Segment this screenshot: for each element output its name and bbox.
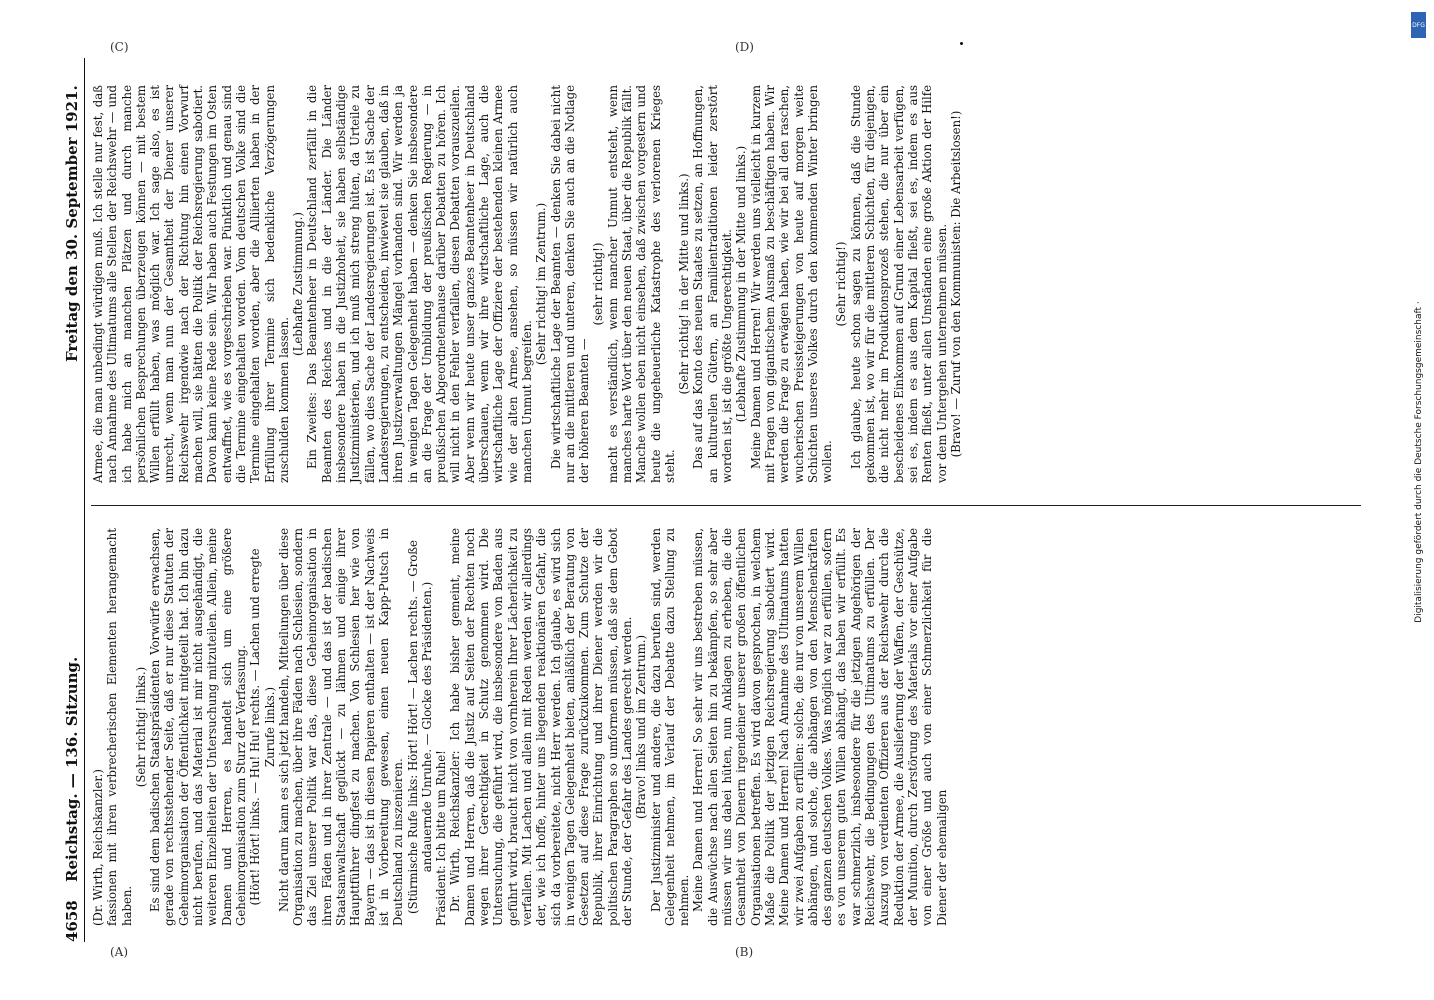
paragraph: Ich glaube, heute schon sagen zu können, daß die Stunde gekommen ist, wo wir für die mittleren Schichten, für diejenigen, die nicht mehr im Produktionsprozeß stehen, die nur über ein bescheidenes Einkommen auf Grund einer Lebensarbeit verfügen, sei es, indem es aus dem Kapital fließt, sei es, indem es aus Renten fließt, unter allen Umständen eine große Aktion der Hilfe vor dem Untergehen unternehmen müssen. — [848, 85, 949, 483]
interjection: (Sehr richtig! in der Mitte und links.) — [677, 173, 692, 395]
margin-mark-c: (C) — [110, 40, 129, 54]
document-page — [57, 40, 1377, 960]
right-column — [91, 69, 1361, 499]
interjection: (Sehr richtig!) — [834, 241, 849, 327]
paragraph: (Dr. Wirth, Reichskanzler.) — [91, 769, 105, 926]
margin-mark-d: (D) — [735, 40, 754, 54]
left-column — [91, 512, 1361, 942]
page-header — [63, 58, 85, 942]
scan-speck — [960, 42, 963, 45]
dfg-badge: DFG — [1411, 12, 1426, 38]
paragraph: Armee, die man unbedingt würdigen muß. Ich stelle nur fest, daß nach Annahme des Ultimatums alle Stellen der Reichswehr — und ich habe mich an manchen Plätzen und durch manche persönlichen Besprechungen überzeugen können — mit bestem Willen erfüllt haben, was möglich war. Ich sage also, es ist unrecht, wenn man nun der Gesamtheit der Diener unserer Reichswehr irgendwie nach der Richtung hin einen Vorwurf machen will, sie hätten die Politik der Reichsregierung sabotiert. Davon kann keine Rede sein. Wir haben auch Festungen im Osten entwaffnet, wie es vorgeschrieben war. Pünktlich und genau sind die Termine eingehalten worden. Vom deutschen Volke sind die Termine eingehalten worden, aber die Alliierten haben in der Erfüllung ihrer Termine sich bedenkliche Verzögerungen zuschulden kommen lassen. — [91, 85, 291, 483]
paragraph: Das auf das Konto des neuen Staates zu setzen, an Hoffnungen, an kulturellen Gütern, an Familientraditionen leider zerstört worden ist, ist die größte Ungerechtigkeit. — [691, 85, 735, 483]
margin-mark-b: (B) — [735, 945, 754, 959]
interjection: (Lebhafte Zustimmung.) — [291, 212, 306, 356]
paragraph: macht es verständlich, wenn mancher Unmut entsteht, wenn manches harte Wort über den neuen Staat, über die Republik fällt. Manche wollen eben nicht einsehen, daß zwischen vorgestern und heute die ungeheuerliche Katastrophe des verlorenen Krieges steht. — [605, 85, 677, 483]
paragraph: Meine Damen und Herren! So sehr wir uns bestreben müssen, die Auswüchse nach allen Seiten hin zu bekämpfen, so sehr aber müssen wir uns dabei hüten, nun Anklagen zu erheben, die die Gesamtheit von Dienern irgendeiner unserer großen öffentlichen Organisationen betreffen. Es wird davon gesprochen, in welchem Maße die Politik der jetzigen Reichsregierung sabotiert wird. Meine Damen und Herren! Nach Annahme des Ultimatums hatten wir zwei Aufgaben zu erfüllen: solche, die nur von unserem Willen abhängen, und solche, die abhängen von den Menschenkräften des ganzen deutschen Volkes. Was möglich war zu erfüllen, sofern es von unserem guten Willen abhängt, das haben wir erfüllt. Es war schmerzlich, insbesondere für die jetzigen Angehörigen der Reichswehr, die Bedingungen des Ultimatums zu erfüllen. Der Auszug von verdienten Offizieren aus der Reichswehr durch die Reduktion der Armee, die Auslieferung der Waffen, der Geschütze, der Munition, durch Zerstörung des Materials vor einer Aufgabe von einer Größe und auch von einer Schmerzlichkeit für die Diener der ehemaligen — [691, 528, 949, 926]
paragraph: Ein Zweites: Das Beamtenheer in Deutschland zerfällt in die Beamten des Reiches und in die der Länder. Die Länder insbesondere haben in die Justizhoheit, sie haben selbständige Justizministerien, und ich muß mich streng hüten, da Urteile zu fällen, wo dies Sache der Landesregierungen ist. Es ist Sache der Landesregierungen, zu entscheiden, inwieweit sie glauben, daß in ihren Justizverwaltungen Mängel vorhanden sind. Wir werden ja in wenigen Tagen Gelegenheit haben — denken Sie insbesondere an die Frage der Umbildung der preußischen Regierung — in preußischen Abgeordnetenhause darüber Debatten zu hören. Ich will nicht in den Fehler verfallen, diesen Debatten vorauszueilen. Aber wenn wir heute unser ganzes Beamtenheer in Deutschland überschauen, wenn wir ihre wirtschaftliche Lage, auch die wirtschaftliche Lage der Offiziere der bestehenden kleinen Armee wie der alten Armee, ansehen, so müssen wir natürlich auch manchen Unmut begreifen. — [305, 85, 534, 483]
paragraph: Nicht darum kann es sich jetzt handeln, Mitteilungen über diese Organisation zu machen, über ihre Fäden nach Schlesien, sondern das Ziel unserer Politik war das, diese Geheimorganisation in ihren Fäden und in ihrer Zentrale — und das ist der badischen Staatsanwaltschaft geglückt — zu lähmen und einige ihrer Haupttführer dingfest zu machen. Von Schlesien her wie von Bayern — das ist in diesen Papieren enthalten — ist der Nachweis ist in Vorbereitung gewesen, einen neuen Kapp-Putsch in Deutschland zu inszenieren. — [276, 528, 406, 926]
interjection: (Hört! Hört! links. — Hu! Hu! rechts. — Lachen und erregte Zurufe links.) — [248, 548, 277, 906]
paragraph: Dr. Wirth, Reichskanzler: Ich habe bisher gemeint, meine Damen und Herren, daß die Justiz auf Seiten der Rechten noch wegen ihrer Gerechtigkeit in Schutz genommen wird. Die Untersuchung, die geführt wird, die insbesondere von Baden aus geführt wird, braucht nicht von vornherein Ihrer Lächerlichkeit zu verfallen. Mit Lachen und allein mit Reden werden wir allerdings der, wie ich hoffe, hinter uns liegenden reaktionären Gefahr, die sich da vorbereitete, nicht Herr werden. Ich glaube, es wird sich in wenigen Tagen Gelegenheit bieten, anläßlich der Beratung von Gesetzen auf diese Frage zurückzukommen. Zum Schutze der Republik, ihrer Einrichtung und ihrer Diener werden wir die politischen Paragraphen so umformen müssen, daß sie dem Gebot der Stunde, der Gefahr des Landes gerecht werden. — [448, 528, 634, 926]
paragraph: Präsident: Ich bitte um Ruhe! — [434, 750, 449, 926]
paragraph: Es sind dem badischen Staatspräsidenten Vorwürfe erwachsen, gerade von rechtsstehender Seite, daß er nur diese Statuten der Geheimorganisation der Öffentlichkeit mitgeteilt hat. Ich bin dazu nicht berufen, und das Material ist mir nicht ausgehändigt, die weiteren Einzelheiten der Untersuchung mitzuteilen. Allein, meine Damen und Herren, es handelt sich um eine größere Geheimorganisation zum Sturz der Verfassung. — [148, 528, 248, 926]
paragraph: Der Justizminister und andere, die dazu berufen sind, werden Gelegenheit nehmen, im Verlauf der Debatte dazu Stellung zu nehmen. — [648, 528, 692, 926]
interjection: (Lebhafte Zustimmung in der Mitte und links.) — [734, 145, 749, 423]
paragraph: Die wirtschaftliche Lage der Beamten — denken Sie dabei nicht nur an die mittleren und unteren, denken Sie auch an die Notlage der höheren Beamten — — [548, 85, 592, 483]
interjection: (sehr richtig!) — [591, 242, 606, 326]
interjection: (Bravo! — Zuruf von den Kommunisten: Die Arbeitslosen!) — [948, 110, 963, 458]
header-date: Freitag den 30. September 1921. — [63, 85, 81, 362]
paragraph: Meine Damen und Herren! Wir werden uns vielleicht in kurzem mit Fragen von gigantischem Ausmaß zu beschäftigen haben. Wir werden die Frage zu erwägen haben, wie wir bei all den raschen, wucherischen Preissteigerungen von heute auf morgen weite Schichten unseres Volkes durch den kommenden Winter bringen wollen. — [748, 85, 835, 483]
dfg-credit-text: Digitalisierung gefördert durch die Deutsche Forschungsgemeinschaft · — [1414, 301, 1424, 623]
interjection: (Sehr richtig! im Zentrum.) — [534, 202, 549, 366]
margin-mark-a: (A) — [110, 945, 129, 959]
page-number: 4658 — [63, 900, 81, 942]
column-rule — [91, 505, 1361, 506]
interjection: (Bravo! links und im Zentrum.) — [634, 634, 649, 820]
dfg-sidenote — [1408, 12, 1430, 912]
header-session: Reichstag. — 136. Sitzung. — [63, 656, 81, 882]
interjection: (Sehr richtig! links.) — [133, 666, 148, 788]
paragraph: fassionen mit ihren verbrecherischen Elementen herangemacht haben. — [105, 528, 134, 926]
text-columns — [91, 58, 1361, 942]
interjection: (Stürmische Rufe links: Hört! Hört! — Lachen rechts. — Große andauernde Unruhe. — Glocke des Präsidenten.) — [405, 540, 434, 914]
